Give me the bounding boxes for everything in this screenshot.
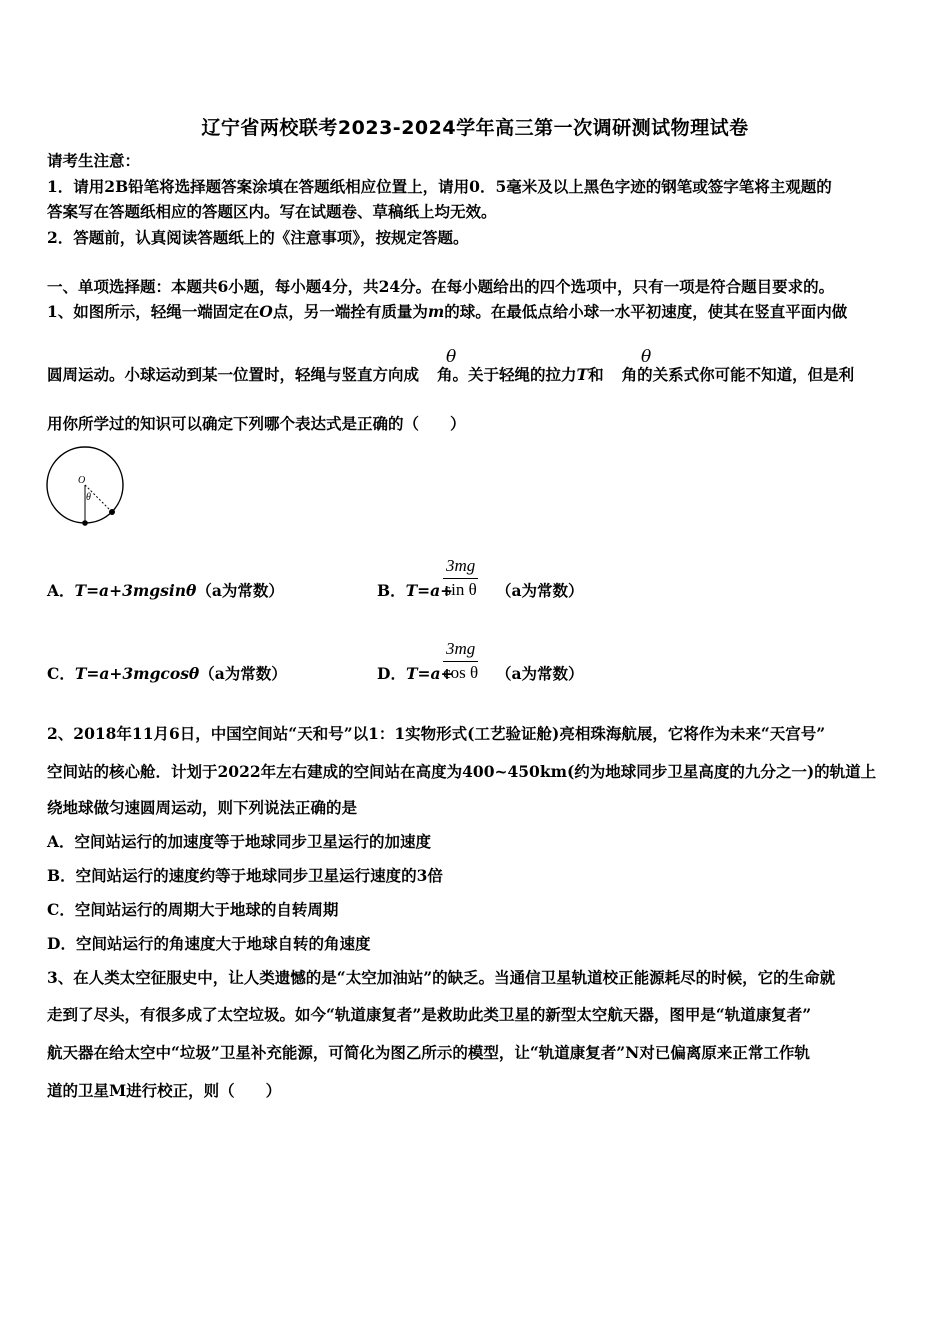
q1-option-d[interactable]: D．T=a+ (377, 664, 454, 683)
q1-option-b[interactable]: B．T=a+ (377, 581, 454, 600)
label-O: O (78, 475, 86, 486)
q3-line-1: 3、在人类太空征服史中，让人类遗憾的是“太空加油站”的缺乏。当通信卫星轨道校正能源耗尽的时候，它的生命就 (47, 968, 836, 987)
fraction-d: $\frac{3mg}{\text{cos θ}}$ (443, 639, 479, 682)
fraction-b: $\frac{3mg}{\text{sin θ}}$ (444, 556, 477, 599)
q2-option-c[interactable]: C．空间站运行的周期大于地球的自转周期 (47, 900, 339, 919)
q1-line-2: 圆周运动。小球运动到某一位置时，轻绳与竖直方向成 角。关于轻绳的拉力T和 角的关系式你可能不知道，但是利 (47, 365, 855, 384)
section-heading: 一、单项选择题：本题共6小题，每小题4分，共24分。在每小题给出的四个选项中，只有一项是符合题目要求的。 (47, 277, 835, 296)
notice-line-1: 1．请用2B铅笔将选择题答案涂填在答题纸相应位置上，请用0．5毫米及以上黑色字迹的钢笔或签字笔将主观题的 (47, 177, 832, 196)
notice-line-2: 答案写在答题纸相应的答题区内。写在试题卷、草稿纸上均无效。 (47, 202, 497, 221)
theta-symbol: θ (446, 347, 457, 367)
notice-line-3: 2．答题前，认真阅读答题纸上的《注意事项》，按规定答题。 (47, 228, 469, 247)
q2-option-b[interactable]: B．空间站运行的速度约等于地球同步卫星运行速度的3倍 (47, 866, 443, 885)
q1-option-b-note: （a为常数） (496, 581, 584, 600)
theta-symbol: θ (641, 347, 652, 367)
notice-heading: 请考生注意： (47, 151, 141, 170)
pendulum-figure (40, 445, 135, 535)
q2-line-1: 2、2018年11月6日，中国空间站“天和号”以1：1实物形式(工艺验证舱)亮相珠海航展，它将作为未来“天宫号” (47, 724, 826, 743)
q3-line-4: 道的卫星M进行校正，则（ ） (47, 1081, 282, 1100)
q2-line-3: 绕地球做匀速圆周运动，则下列说法正确的是 (47, 798, 358, 817)
q2-line-2: 空间站的核心舱．计划于2022年左右建成的空间站在高度为400~450km(约为地球同步卫星高度的九分之一)的轨道上 (47, 762, 877, 781)
q1-option-d-note: （a为常数） (496, 664, 584, 683)
q1-option-a[interactable]: A．T=a+3mgsinθ（a为常数） (47, 581, 284, 600)
q3-line-3: 航天器在给太空中“垃圾”卫星补充能源，可简化为图乙所示的模型，让“轨道康复者”N对已偏离原来正常工作轨 (47, 1043, 810, 1062)
q1-line-1: 1、如图所示，轻绳一端固定在O点，另一端拴有质量为m的球。在最低点给小球一水平初速度，使其在竖直平面内做 (47, 302, 848, 321)
q2-option-a[interactable]: A．空间站运行的加速度等于地球同步卫星运行的加速度 (47, 832, 432, 851)
q2-option-d[interactable]: D．空间站运行的角速度大于地球自转的角速度 (47, 934, 371, 953)
page-title: 辽宁省两校联考2023-2024学年高三第一次调研测试物理试卷 (201, 117, 749, 139)
q3-line-2: 走到了尽头，有很多成了太空垃圾。如今“轨道康复者”是救助此类卫星的新型太空航天器，图甲是“轨道康复者” (47, 1005, 812, 1024)
q1-option-c[interactable]: C．T=a+3mgcosθ（a为常数） (47, 664, 287, 683)
label-theta: θ (86, 492, 91, 503)
lowest-point-ball (82, 520, 88, 526)
q1-line-3: 用你所学过的知识可以确定下列哪个表达式是正确的（ ） (47, 414, 466, 433)
ball (109, 509, 115, 515)
